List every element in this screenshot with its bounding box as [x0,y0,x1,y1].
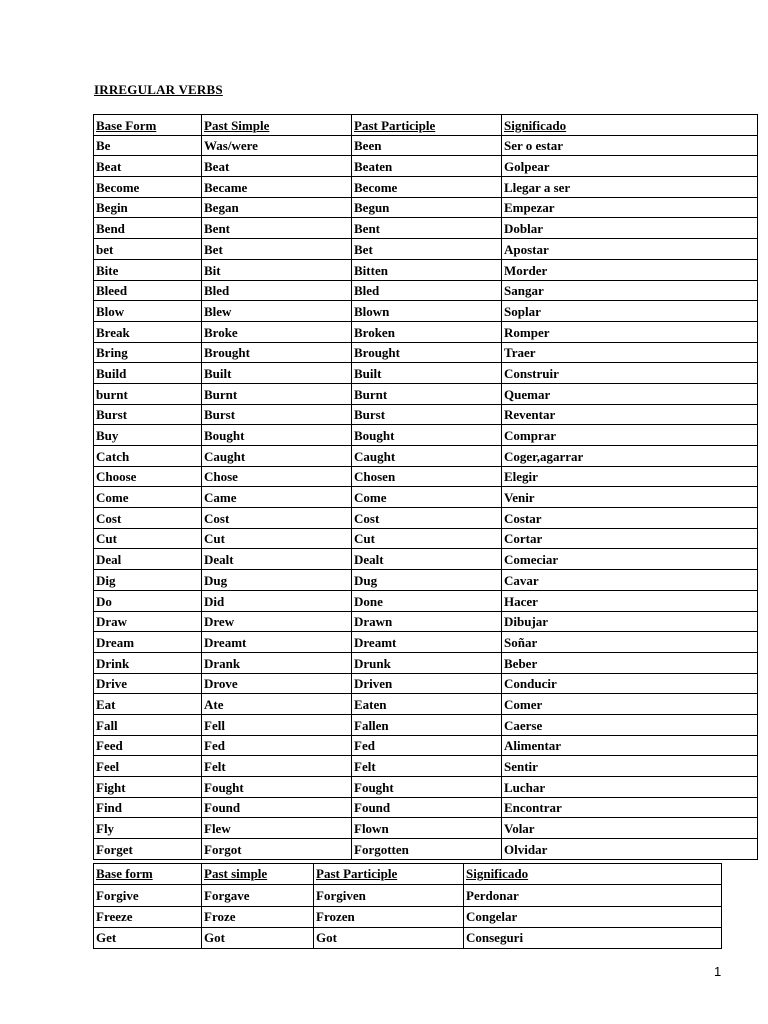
column-header: Past Participle [314,864,464,885]
table-cell: Cost [352,508,502,529]
table-cell: Come [352,487,502,508]
table-cell: Forgotten [352,839,502,860]
table-cell: Found [202,797,352,818]
table-cell: Felt [352,756,502,777]
table-cell: Burnt [202,383,352,404]
table-cell: Chose [202,466,352,487]
table-cell: Cost [94,508,202,529]
table-cell: Became [202,177,352,198]
table-cell: Morder [502,259,758,280]
table-cell: Bend [94,218,202,239]
table-row [94,156,758,177]
table-cell: Drive [94,673,202,694]
table-cell: Buy [94,425,202,446]
table-cell: Alimentar [502,735,758,756]
table-cell: Beat [94,156,202,177]
table-cell: Luchar [502,777,758,798]
table-row [94,590,758,611]
table-cell: Dealt [352,549,502,570]
table-cell: Brought [202,342,352,363]
table-cell: Dreamt [202,632,352,653]
table-cell: Caught [352,446,502,467]
table-row [94,487,758,508]
table-cell: Fought [352,777,502,798]
table-cell: Felt [202,756,352,777]
table-cell: Fought [202,777,352,798]
table-row [94,301,758,322]
table-cell: Flown [352,818,502,839]
table-row [94,197,758,218]
table-cell: Cut [94,528,202,549]
table-row [94,818,758,839]
table-cell: Sangar [502,280,758,301]
table-cell: Begin [94,197,202,218]
table-row [94,177,758,198]
table-row [94,239,758,260]
table-cell: Dreamt [352,632,502,653]
table-cell: Bit [202,259,352,280]
table-cell: Chosen [352,466,502,487]
table-row [94,839,758,860]
table-cell: Beaten [352,156,502,177]
table-cell: Built [202,363,352,384]
verbs-table-2 [93,863,722,949]
table-cell: Dig [94,570,202,591]
table-cell: Ser o estar [502,135,758,156]
table-cell: Fight [94,777,202,798]
table-cell: Broke [202,321,352,342]
table-row [94,652,758,673]
table-cell: Blow [94,301,202,322]
table-cell: Bet [202,239,352,260]
table-cell: Be [94,135,202,156]
column-header: Base Form [94,115,202,136]
table-cell: Encontrar [502,797,758,818]
table-row [94,735,758,756]
table-header-row [94,864,722,885]
column-header: Significado [502,115,758,136]
table-cell: Choose [94,466,202,487]
table-cell: Llegar a ser [502,177,758,198]
table-row [94,694,758,715]
table-cell: Burst [202,404,352,425]
table-cell: Begun [352,197,502,218]
table-cell: Done [352,590,502,611]
table-row [94,906,722,927]
table-row [94,135,758,156]
table-cell: Golpear [502,156,758,177]
table-cell: Venir [502,487,758,508]
table-cell: Got [202,927,314,948]
table-cell: Bring [94,342,202,363]
table-cell: Deal [94,549,202,570]
table-cell: Feed [94,735,202,756]
table-cell: Find [94,797,202,818]
table-cell: Comer [502,694,758,715]
table-cell: Bought [352,425,502,446]
table-cell: Comeciar [502,549,758,570]
table-cell: Do [94,590,202,611]
table-cell: Beber [502,652,758,673]
table-cell: Empezar [502,197,758,218]
table-cell: Romper [502,321,758,342]
table-cell: Burnt [352,383,502,404]
table-cell: Eat [94,694,202,715]
table-cell: Drank [202,652,352,673]
table-cell: Soplar [502,301,758,322]
table-cell: Comprar [502,425,758,446]
table-row [94,673,758,694]
table-cell: Been [352,135,502,156]
table-cell: Quemar [502,383,758,404]
table-cell: Bleed [94,280,202,301]
table-row [94,528,758,549]
table-cell: Bent [202,218,352,239]
table-cell: Feel [94,756,202,777]
table-row [94,714,758,735]
table-row [94,508,758,529]
table-cell: Eaten [352,694,502,715]
table-cell: burnt [94,383,202,404]
table-cell: Fall [94,714,202,735]
table-cell: bet [94,239,202,260]
table-cell: Frozen [314,906,464,927]
table-cell: Catch [94,446,202,467]
table-row [94,321,758,342]
table-cell: Broken [352,321,502,342]
table-cell: Traer [502,342,758,363]
table-cell: Forgot [202,839,352,860]
table-cell: Beat [202,156,352,177]
table-cell: Build [94,363,202,384]
table-cell: Elegir [502,466,758,487]
table-cell: Doblar [502,218,758,239]
table-cell: Bitten [352,259,502,280]
table-cell: Forgave [202,885,314,906]
table-cell: Dug [352,570,502,591]
table-cell: Dream [94,632,202,653]
table-cell: Come [94,487,202,508]
table-cell: Apostar [502,239,758,260]
table-row [94,342,758,363]
table-cell: Forget [94,839,202,860]
table-cell: Got [314,927,464,948]
table-cell: Drink [94,652,202,673]
table-row [94,259,758,280]
table-header-row [94,115,758,136]
table-cell: Drove [202,673,352,694]
table-cell: Dug [202,570,352,591]
table-cell: Conducir [502,673,758,694]
table-cell: Freeze [94,906,202,927]
table-cell: Cavar [502,570,758,591]
table-cell: Found [352,797,502,818]
table-cell: Ate [202,694,352,715]
table-cell: Fly [94,818,202,839]
verbs-table-1 [93,114,758,860]
table-cell: Burst [352,404,502,425]
table-cell: Cost [202,508,352,529]
table-cell: Hacer [502,590,758,611]
table-row [94,425,758,446]
column-header: Past Simple [202,115,352,136]
table-cell: Bled [202,280,352,301]
table-cell: Bet [352,239,502,260]
table-cell: Cortar [502,528,758,549]
table-row [94,777,758,798]
table-row [94,280,758,301]
table-cell: Froze [202,906,314,927]
table-cell: Conseguri [464,927,722,948]
table-cell: Forgiven [314,885,464,906]
table-row [94,218,758,239]
table-row [94,632,758,653]
table-cell: Coger,agarrar [502,446,758,467]
table-cell: Came [202,487,352,508]
table-row [94,404,758,425]
table-row [94,466,758,487]
table-cell: Bite [94,259,202,280]
table-cell: Dibujar [502,611,758,632]
table-cell: Perdonar [464,885,722,906]
column-header: Significado [464,864,722,885]
table-cell: Olvidar [502,839,758,860]
table-row [94,549,758,570]
table-cell: Burst [94,404,202,425]
table-cell: Fallen [352,714,502,735]
table-cell: Get [94,927,202,948]
table-cell: Drawn [352,611,502,632]
table-cell: Reventar [502,404,758,425]
table-cell: Forgive [94,885,202,906]
table-cell: Draw [94,611,202,632]
table-cell: Fed [352,735,502,756]
table-cell: Bent [352,218,502,239]
table-cell: Fed [202,735,352,756]
table-row [94,363,758,384]
table-row [94,570,758,591]
table-cell: Drunk [352,652,502,673]
table-cell: Brought [352,342,502,363]
table-cell: Become [352,177,502,198]
table-row [94,611,758,632]
table-row [94,383,758,404]
table-cell: Driven [352,673,502,694]
table-cell: Construir [502,363,758,384]
column-header: Base form [94,864,202,885]
table-cell: Fell [202,714,352,735]
table-row [94,885,722,906]
table-row [94,927,722,948]
table-cell: Soñar [502,632,758,653]
table-row [94,797,758,818]
table-cell: Caught [202,446,352,467]
table-cell: Become [94,177,202,198]
table-cell: Cut [352,528,502,549]
table-cell: Blew [202,301,352,322]
table-cell: Break [94,321,202,342]
page-number: 1 [714,964,722,979]
table-cell: Congelar [464,906,722,927]
table-cell: Dealt [202,549,352,570]
table-cell: Caerse [502,714,758,735]
table-row [94,446,758,467]
table-cell: Cut [202,528,352,549]
table-cell: Costar [502,508,758,529]
table-cell: Flew [202,818,352,839]
table-cell: Bought [202,425,352,446]
table-cell: Blown [352,301,502,322]
page-title: IRREGULAR VERBS [94,82,223,97]
table-cell: Was/were [202,135,352,156]
table-cell: Volar [502,818,758,839]
table-row [94,756,758,777]
table-cell: Built [352,363,502,384]
column-header: Past Participle [352,115,502,136]
table-cell: Bled [352,280,502,301]
table-cell: Began [202,197,352,218]
column-header: Past simple [202,864,314,885]
table-cell: Did [202,590,352,611]
table-cell: Drew [202,611,352,632]
table-cell: Sentir [502,756,758,777]
